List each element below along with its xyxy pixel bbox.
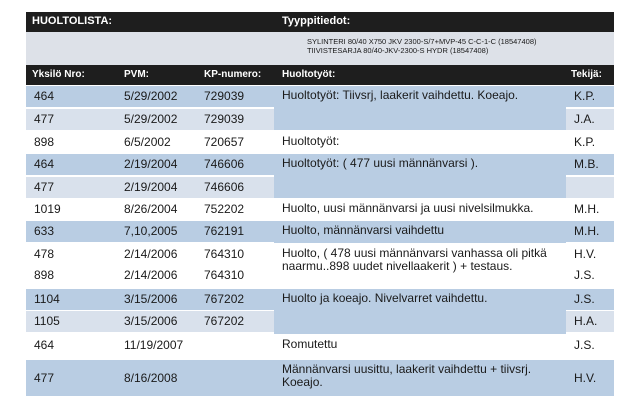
cell-maker: M.H. (574, 224, 600, 238)
cell-maker: K.P. (574, 135, 596, 149)
spec-line-seal-kit: TIIVISTESARJA 80/40-JKV-2300-S HYDR (18547408) (307, 46, 489, 55)
cell-unit: 1019 (34, 202, 61, 216)
cell-date: 2/14/2006 (124, 247, 178, 261)
description-text: Romutettu (282, 337, 338, 351)
cell-kp: 764310 (204, 247, 245, 261)
description-cell (274, 360, 566, 396)
cell-unit: 464 (34, 89, 55, 103)
description-text: Männänvarsi uusittu, laakerit vaihdettu + tiivsrj. Koeajo. (282, 362, 532, 389)
cell-date: 2/19/2004 (124, 157, 178, 171)
spec-line-cylinder: SYLINTERI 80/40 X750 JKV 2300-S/7+MVP-45 C-C-1-C (18547408) (307, 37, 537, 46)
description-text: Huoltotyöt: (282, 134, 340, 148)
title-bar (26, 12, 614, 32)
cell-date: 3/15/2006 (124, 292, 178, 306)
cell-kp: 720657 (204, 135, 245, 149)
cell-unit: 898 (34, 135, 55, 149)
cell-date: 2/14/2006 (124, 268, 178, 282)
description-cell (274, 132, 566, 153)
description-cell (274, 244, 566, 288)
cell-maker: J.S. (574, 338, 595, 352)
cell-unit: 1105 (34, 314, 60, 328)
cell-date: 8/26/2004 (124, 202, 178, 216)
column-header-date: PVM: (124, 69, 149, 80)
cell-kp: 752202 (204, 202, 245, 216)
cell-date: 3/15/2006 (124, 314, 178, 328)
cell-maker: J.S. (574, 292, 595, 306)
cell-kp: 767202 (204, 292, 245, 306)
cell-unit: 464 (34, 338, 55, 352)
cell-maker: H.V. (574, 247, 597, 261)
cell-unit: 478 (34, 247, 55, 261)
cell-kp: 764310 (204, 268, 245, 282)
cell-date: 7,10,2005 (124, 224, 178, 238)
type-spec-band (26, 32, 614, 65)
cell-maker: M.H. (574, 202, 600, 216)
cell-date: 6/5/2002 (124, 135, 171, 149)
cell-maker: H.V. (574, 371, 597, 385)
cell-unit: 1104 (34, 292, 60, 306)
description-cell (274, 154, 566, 198)
cell-maker: H.A. (574, 314, 598, 328)
cell-date: 8/16/2008 (124, 371, 178, 385)
cell-unit: 464 (34, 157, 55, 171)
cell-unit: 477 (34, 112, 55, 126)
cell-kp: 729039 (204, 112, 245, 126)
cell-kp: 746606 (204, 157, 245, 171)
column-header-work: Huoltotyöt: (282, 69, 336, 80)
description-cell (274, 199, 566, 220)
description-text: Huoltotyöt: ( 477 uusi männänvarsi ). (282, 156, 479, 170)
cell-unit: 477 (34, 180, 55, 194)
type-title: Tyyppitiedot: (282, 15, 351, 27)
description-cell (274, 335, 566, 359)
cell-unit: 633 (34, 224, 55, 238)
cell-kp: 746606 (204, 180, 245, 194)
cell-kp: 762191 (204, 224, 245, 238)
description-cell (274, 221, 566, 243)
cell-maker: J.S. (574, 268, 595, 282)
description-text: Huolto, ( 478 uusi männänvarsi vanhassa oli pitkä naarmu..898 uudet nivellaakerit ) + testaus. (282, 246, 547, 273)
cell-unit: 477 (34, 371, 55, 385)
description-text: Huolto, uusi männänvarsi ja uusi nivelsilmukka. (282, 201, 534, 215)
list-title: HUOLTOLISTA: (32, 15, 113, 27)
description-text: Huoltotyöt: Tiivsrj, laakerit vaihdettu. Koeajo. (282, 88, 519, 102)
description-cell (274, 86, 566, 130)
cell-kp: 767202 (204, 314, 245, 328)
cell-kp: 729039 (204, 89, 245, 103)
cell-date: 5/29/2002 (124, 89, 178, 103)
cell-maker: K.P. (574, 89, 596, 103)
description-text: Huolto, männänvarsi vaihdettu (282, 223, 445, 237)
column-header-maker: Tekijä: (571, 69, 602, 80)
cell-date: 2/19/2004 (124, 180, 178, 194)
column-header-kp: KP-numero: (204, 69, 262, 80)
cell-date: 11/19/2007 (124, 338, 184, 352)
cell-date: 5/29/2002 (124, 112, 178, 126)
cell-unit: 898 (34, 268, 55, 282)
cell-maker: J.A. (574, 112, 595, 126)
description-cell (274, 289, 566, 334)
description-text: Huolto ja koeajo. Nivelvarret vaihdettu. (282, 291, 488, 305)
column-header-unit: Yksilö Nro: (32, 69, 85, 80)
column-header-row (26, 65, 614, 85)
cell-maker: M.B. (574, 157, 599, 171)
